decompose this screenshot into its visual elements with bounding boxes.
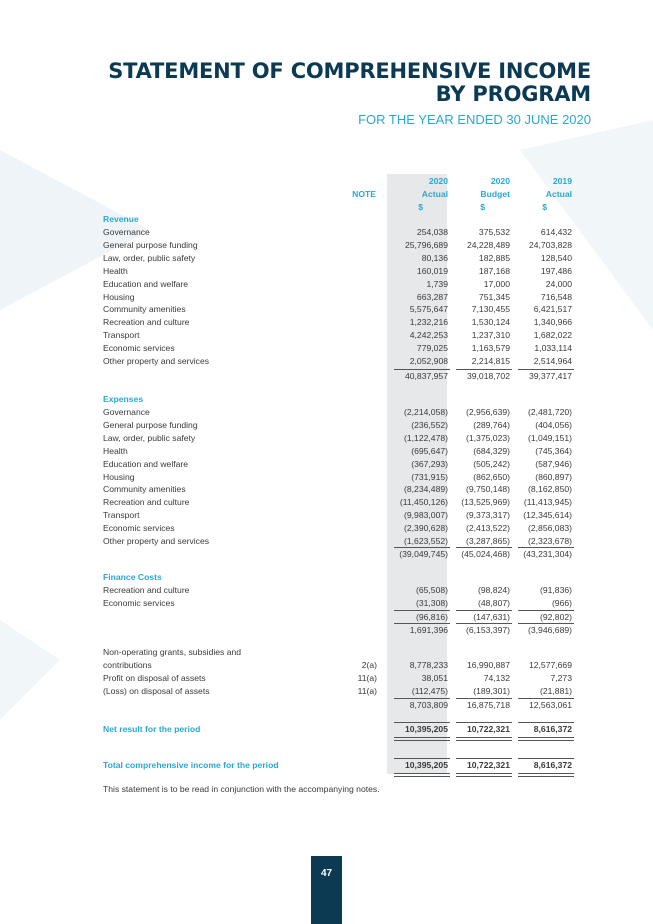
cell-c1: (11,450,126) bbox=[399, 497, 448, 508]
total-rule bbox=[456, 623, 512, 624]
total-rule bbox=[456, 758, 512, 759]
cell-c2: 2,214,815 bbox=[471, 356, 510, 366]
cell-c2: (3,287,865) bbox=[466, 536, 510, 546]
cell-c3: (2,323,678) bbox=[528, 536, 572, 546]
row-label: Recreation and culture bbox=[103, 317, 190, 328]
total-rule bbox=[456, 698, 512, 699]
row-label: General purpose funding bbox=[103, 419, 198, 430]
revenue-row bbox=[103, 329, 573, 342]
row-label: Governance bbox=[103, 407, 150, 417]
revenue-row bbox=[103, 303, 573, 316]
cell-c1: (65,508) bbox=[415, 585, 448, 595]
expenses-row bbox=[103, 471, 573, 484]
cell-c2: (505,242) bbox=[473, 458, 510, 469]
row-label: Economic services bbox=[103, 343, 175, 354]
expenses-row bbox=[103, 458, 573, 471]
cell-c1: (39,049,745) bbox=[399, 548, 448, 559]
cell-c3: (8,162,850) bbox=[528, 484, 572, 495]
row-label: Health bbox=[103, 445, 128, 456]
other-row bbox=[103, 672, 573, 685]
cell-c2: (147,631) bbox=[473, 611, 510, 622]
row-label: Education and welfare bbox=[103, 278, 189, 289]
cell-c2: 74,132 bbox=[483, 673, 510, 683]
total-rule bbox=[518, 369, 574, 370]
cell-c3: (966) bbox=[551, 597, 572, 608]
cell-c1: 779,025 bbox=[416, 343, 448, 354]
cell-c3: 197,486 bbox=[540, 265, 572, 276]
cell-c3: (860,897) bbox=[535, 471, 572, 482]
cell-c2: (6,153,397) bbox=[466, 624, 510, 635]
total-rule bbox=[518, 758, 574, 759]
cell-c2: 751,345 bbox=[478, 291, 510, 302]
expenses-heading bbox=[103, 393, 573, 406]
cell-c3: (12,345,614) bbox=[523, 510, 572, 521]
cell-c2: (48,807) bbox=[477, 597, 510, 608]
row-label: Housing bbox=[103, 291, 135, 302]
cell-c1: (236,552) bbox=[411, 419, 448, 430]
cell-c3: (587,946) bbox=[535, 458, 572, 469]
cell-c1: 10,395,205 bbox=[404, 724, 448, 734]
cell-c3: 2,514,964 bbox=[533, 356, 572, 366]
page-header bbox=[108, 60, 591, 127]
row-note: 2(a) bbox=[361, 660, 377, 670]
cell-c2: 182,885 bbox=[478, 252, 510, 263]
cell-c3: 1,682,022 bbox=[533, 330, 572, 341]
cell-c3: (1,049,151) bbox=[528, 432, 572, 443]
col3-currency: $ bbox=[542, 202, 547, 212]
net-result-row bbox=[103, 723, 573, 736]
note-column-header: NOTE bbox=[352, 189, 376, 199]
cell-c2: 10,722,321 bbox=[466, 760, 510, 770]
revenue-row bbox=[103, 316, 573, 329]
total-rule bbox=[394, 758, 450, 759]
cell-c2: 17,000 bbox=[483, 278, 510, 289]
cell-c1: (695,647) bbox=[411, 445, 448, 456]
cell-c3: (91,836) bbox=[539, 585, 572, 595]
expenses-row bbox=[103, 522, 573, 535]
row-label: (Loss) on disposal of assets bbox=[103, 686, 210, 696]
cell-c1: (9,983,007) bbox=[404, 510, 448, 521]
cell-c1: (731,915) bbox=[411, 471, 448, 482]
section-heading: Revenue bbox=[103, 214, 139, 224]
cell-c3: 12,577,669 bbox=[528, 660, 572, 670]
other-row bbox=[103, 685, 573, 698]
cell-c2: 375,532 bbox=[478, 227, 510, 237]
row-label: Housing bbox=[103, 471, 135, 482]
cell-c3: (43,231,304) bbox=[523, 548, 572, 559]
cell-c2: (189,301) bbox=[473, 686, 510, 696]
row-label: Net result for the period bbox=[103, 724, 201, 734]
expenses-row bbox=[103, 406, 573, 419]
col1-label: Actual bbox=[421, 189, 448, 199]
cell-c2: (9,373,317) bbox=[466, 510, 510, 521]
col2-year: 2020 bbox=[490, 176, 510, 186]
revenue-row bbox=[103, 226, 573, 239]
row-label: Governance bbox=[103, 227, 150, 237]
total-rule bbox=[518, 547, 574, 548]
revenue-row bbox=[103, 265, 573, 278]
row-label: Economic services bbox=[103, 597, 175, 608]
col3-label: Actual bbox=[545, 189, 572, 199]
cell-c3: 8,616,372 bbox=[533, 760, 572, 770]
cell-c2: (45,024,468) bbox=[461, 548, 510, 559]
cell-c3: 1,033,114 bbox=[534, 343, 572, 354]
col2-label: Budget bbox=[480, 189, 510, 199]
total-rule bbox=[518, 610, 574, 611]
revenue-row bbox=[103, 278, 573, 291]
total-rule bbox=[518, 623, 574, 624]
cell-c2: (289,764) bbox=[473, 419, 510, 430]
cell-c1: 4,242,253 bbox=[409, 330, 448, 341]
cell-c3: 24,703,828 bbox=[528, 239, 572, 250]
cell-c1: 2,052,908 bbox=[409, 356, 448, 366]
cell-c3: 39,377,417 bbox=[528, 370, 572, 381]
double-rule bbox=[518, 737, 574, 741]
page-subtitle: FOR THE YEAR ENDED 30 JUNE 2020 bbox=[358, 112, 591, 127]
cell-c1: 8,703,809 bbox=[409, 699, 448, 710]
total-rule bbox=[394, 547, 450, 548]
revenue-row bbox=[103, 342, 573, 355]
cell-c2: 7,130,455 bbox=[471, 304, 510, 315]
cell-c2: 1,163,579 bbox=[471, 343, 510, 354]
expenses-total bbox=[103, 548, 573, 561]
page-number-tab bbox=[311, 856, 342, 924]
expenses-row bbox=[103, 445, 573, 458]
total-rule bbox=[456, 547, 512, 548]
row-label: Community amenities bbox=[103, 484, 186, 495]
revenue-heading bbox=[103, 213, 573, 226]
row-label: Total comprehensive income for the period bbox=[103, 760, 279, 770]
cell-c1: 1,232,216 bbox=[409, 317, 448, 328]
cell-c2: 187,168 bbox=[478, 265, 510, 276]
cell-c3: (21,881) bbox=[539, 686, 572, 696]
double-rule bbox=[456, 737, 512, 741]
finance-heading bbox=[103, 571, 573, 584]
finance-row bbox=[103, 597, 573, 610]
row-label: Transport bbox=[103, 330, 140, 341]
cell-c1: (367,293) bbox=[411, 458, 448, 469]
row-note: 11(a) bbox=[357, 673, 377, 683]
title-line-2: BY PROGRAM bbox=[435, 82, 591, 106]
cell-c1: (1,623,552) bbox=[404, 536, 448, 546]
page-title bbox=[108, 60, 591, 106]
row-label: Community amenities bbox=[103, 304, 186, 315]
revenue-row bbox=[103, 355, 573, 368]
row-label: Recreation and culture bbox=[103, 585, 190, 595]
cell-c3: (2,856,083) bbox=[528, 523, 572, 534]
cell-c3: 716,548 bbox=[540, 291, 572, 302]
total-rule bbox=[518, 698, 574, 699]
expenses-row bbox=[103, 509, 573, 522]
total-rule bbox=[394, 722, 450, 723]
row-label: Other property and services bbox=[103, 536, 210, 546]
other-total bbox=[103, 699, 573, 712]
row-label: Health bbox=[103, 265, 128, 276]
col3-year: 2019 bbox=[552, 176, 572, 186]
cell-c1: 254,038 bbox=[416, 227, 448, 237]
row-note: 11(a) bbox=[357, 686, 377, 696]
cell-c2: 1,237,310 bbox=[471, 330, 510, 341]
title-line-1: STATEMENT OF COMPREHENSIVE INCOME bbox=[108, 59, 591, 83]
revenue-total bbox=[103, 370, 573, 383]
col1-currency: $ bbox=[418, 202, 423, 212]
cell-c3: 614,432 bbox=[540, 227, 572, 237]
finance-total bbox=[103, 611, 573, 624]
cell-c3: 1,340,966 bbox=[533, 317, 572, 328]
cell-c1: 8,778,233 bbox=[409, 660, 448, 670]
cell-c3: 6,421,517 bbox=[533, 304, 572, 315]
expenses-row bbox=[103, 483, 573, 496]
cell-c1: 5,575,647 bbox=[409, 304, 448, 315]
cell-c1: 1,739 bbox=[426, 278, 448, 289]
cell-c2: 39,018,702 bbox=[466, 370, 510, 381]
cell-c1: (96,816) bbox=[415, 611, 448, 622]
subtotal-row bbox=[103, 624, 573, 637]
total-comprehensive-row bbox=[103, 759, 573, 772]
col1-year: 2020 bbox=[428, 176, 448, 186]
cell-c2: (1,375,023) bbox=[466, 432, 510, 443]
total-rule bbox=[394, 623, 450, 624]
cell-c3: 7,273 bbox=[550, 673, 572, 683]
cell-c2: 1,530,124 bbox=[471, 317, 510, 328]
cell-c2: (9,750,148) bbox=[466, 484, 510, 495]
cell-c1: (112,475) bbox=[411, 686, 448, 696]
page-number: 47 bbox=[320, 868, 333, 879]
cell-c3: 12,563,061 bbox=[528, 699, 572, 710]
cell-c2: (862,650) bbox=[473, 471, 510, 482]
row-label: Transport bbox=[103, 510, 140, 521]
cell-c1: 25,796,689 bbox=[404, 239, 448, 250]
cell-c1: 1,691,396 bbox=[409, 624, 448, 635]
cell-c1: (8,234,489) bbox=[404, 484, 448, 495]
section-heading: Expenses bbox=[103, 394, 144, 404]
row-label: Non-operating grants, subsidies and bbox=[103, 647, 242, 657]
section-heading: Finance Costs bbox=[103, 572, 162, 582]
cell-c2: (2,956,639) bbox=[466, 407, 510, 417]
cell-c2: (684,329) bbox=[473, 445, 510, 456]
cell-c3: (404,056) bbox=[535, 419, 572, 430]
cell-c2: 10,722,321 bbox=[466, 724, 510, 734]
cell-c1: 80,136 bbox=[421, 252, 448, 263]
row-label: Economic services bbox=[103, 523, 175, 534]
expenses-row bbox=[103, 419, 573, 432]
expenses-row bbox=[103, 496, 573, 509]
total-rule bbox=[456, 610, 512, 611]
row-label: contributions bbox=[103, 660, 152, 670]
cell-c1: 663,287 bbox=[416, 291, 448, 302]
cell-c1: 10,395,205 bbox=[404, 760, 448, 770]
row-label: Education and welfare bbox=[103, 458, 189, 469]
revenue-row bbox=[103, 239, 573, 252]
cell-c3: 8,616,372 bbox=[533, 724, 572, 734]
total-rule bbox=[456, 369, 512, 370]
cell-c2: (2,413,522) bbox=[466, 523, 510, 534]
other-row bbox=[103, 646, 573, 659]
double-rule bbox=[456, 773, 512, 777]
total-rule bbox=[394, 610, 450, 611]
cell-c2: 24,228,489 bbox=[466, 239, 510, 250]
cell-c1: 160,019 bbox=[416, 265, 448, 276]
cell-c2: 16,875,718 bbox=[466, 699, 510, 710]
total-rule bbox=[394, 698, 450, 699]
row-label: Other property and services bbox=[103, 356, 210, 366]
total-rule bbox=[456, 722, 512, 723]
other-row bbox=[103, 659, 573, 672]
total-rule bbox=[518, 722, 574, 723]
double-rule bbox=[394, 773, 450, 777]
cell-c1: (1,122,478) bbox=[404, 432, 448, 443]
cell-c3: (2,481,720) bbox=[528, 407, 572, 417]
cell-c3: (11,413,945) bbox=[523, 497, 572, 508]
row-label: Law, order, public safety bbox=[103, 252, 196, 263]
cell-c1: (2,390,628) bbox=[404, 523, 448, 534]
row-label: Recreation and culture bbox=[103, 497, 190, 508]
cell-c1: (2,214,058) bbox=[404, 407, 448, 417]
cell-c3: 128,540 bbox=[540, 252, 572, 263]
revenue-row bbox=[103, 252, 573, 265]
cell-c3: (3,946,689) bbox=[528, 624, 572, 635]
revenue-row bbox=[103, 291, 573, 304]
row-label: Profit on disposal of assets bbox=[103, 673, 206, 683]
finance-row bbox=[103, 584, 573, 597]
total-rule bbox=[394, 369, 450, 370]
cell-c1: (31,308) bbox=[415, 597, 448, 608]
cell-c1: 38,051 bbox=[421, 673, 448, 683]
row-label: General purpose funding bbox=[103, 239, 198, 250]
double-rule bbox=[394, 737, 450, 741]
double-rule bbox=[518, 773, 574, 777]
cell-c2: (98,824) bbox=[477, 585, 510, 595]
cell-c1: 40,837,957 bbox=[404, 370, 448, 381]
cell-c3: (92,802) bbox=[539, 611, 572, 622]
cell-c2: 16,990,887 bbox=[466, 660, 510, 670]
col2-currency: $ bbox=[480, 202, 485, 212]
footnote: This statement is to be read in conjunction with the accompanying notes. bbox=[103, 784, 380, 794]
expenses-row bbox=[103, 432, 573, 445]
row-label: Law, order, public safety bbox=[103, 432, 196, 443]
cell-c2: (13,525,969) bbox=[461, 497, 510, 508]
cell-c3: 24,000 bbox=[545, 278, 572, 289]
cell-c3: (745,364) bbox=[535, 445, 572, 456]
